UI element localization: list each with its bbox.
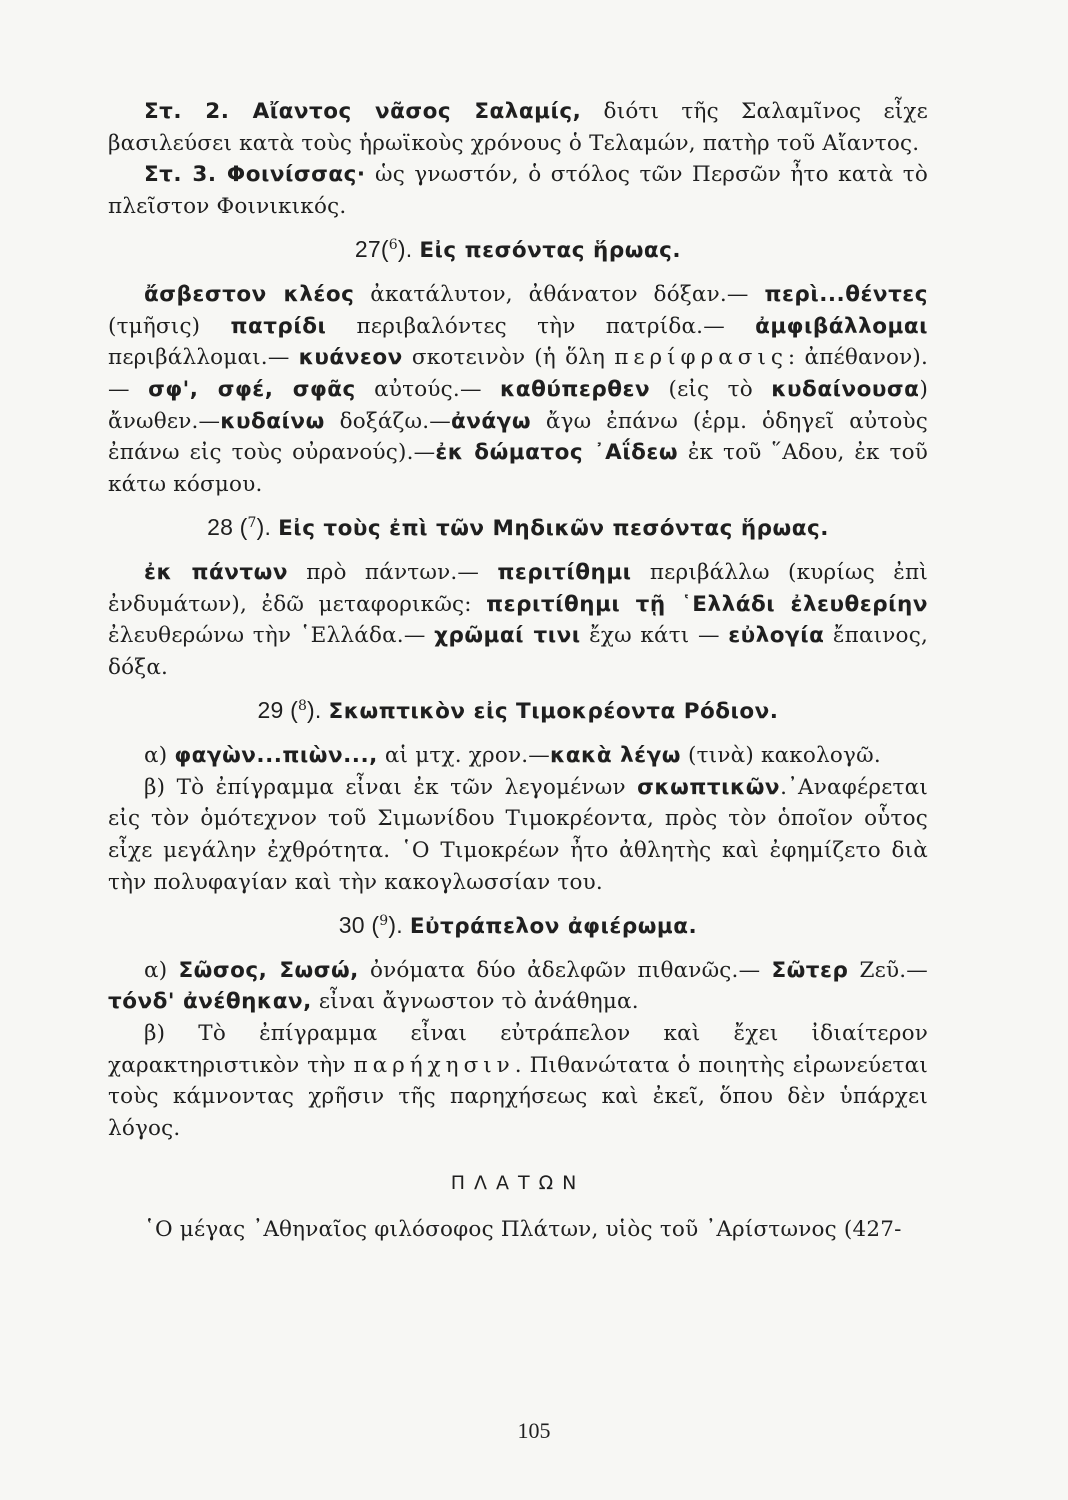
heading-title: Εὐτράπελον ἀφιέρωμα. <box>409 914 698 940</box>
page-text <box>108 96 928 1246</box>
gloss: ὡς γνωστόν, ὁ στόλος τῶν Περσῶν ἦτο κατὰ τὸ πλεῖστον Φοινικικός. <box>108 162 928 219</box>
notes-29-b: β) Τὸ ἐπίγραμμα εἶναι ἐκ τῶν λεγομένων σκωπτικῶν.᾿Αναφέρεται εἰς τὸν ὁμότεχνον τοῦ Σιμωνίδου Τιμοκρέοντα, πρὸς τὸν ὁποῖον οὗτος εἶχε μεγάλην ἐχθρότητα. ῾Ο Τιμοκρέων ἦτο ἀθλητὴς καὶ ἐφημίζετο διὰ τὴν πολυφαγίαν καὶ τὴν κακογλωσσίαν του. <box>108 774 928 895</box>
plato-intro: ῾Ο μέγας ᾿Αθηναῖος φιλόσοφος Πλάτων, υἱὸς τοῦ ᾿Αρίστωνος (427- <box>144 1217 902 1243</box>
heading-title: Σκωπτικὸν εἰς Τιμοκρέοντα Ρόδιον. <box>328 699 779 725</box>
notes-30-a: α) Σῶσος, Σωσώ, ὀνόματα δύο ἀδελφῶν πιθανῶς.— Σῶτερ Ζεῦ.— τόνδ' ἀνέθηκαν, εἶναι ἄγνωστον τὸ ἀνάθημα. <box>108 957 929 1015</box>
gloss: διότι τῆς Σαλαμῖνος εἶχε βασιλεύσει κατὰ τοὺς ἡρωϊκοὺς χρόνους ὁ Τελαμών, πατὴρ τοῦ Αἴαντος. <box>108 99 929 156</box>
heading-title: Εἰς πεσόντας ἥρωας. <box>419 238 682 264</box>
heading-29: 29 ($^8$). Σκωπτικὸν εἰς Τιμοκρέοντα Ρόδιον. <box>257 697 779 725</box>
notes-30-b: β) Τὸ ἐπίγραμμα εἶναι εὐτράπελον καὶ ἔχει ἰδιαίτερον χαρακτηριστικὸν τὴν παρήχησιν. Πιθανώτατα ὁ ποιητὴς εἰρωνεύεται τοὺς κάμνοντας χρῆσιν τῆς παρηχήσεως καὶ ἐκεῖ, ὅπου δὲν ὑπάρχει λόγος. <box>108 1021 928 1141</box>
heading-28: 28 ($^7$). Εἰς τοὺς ἐπὶ τῶν Μηδικῶν πεσόντας ἥρωας. <box>207 514 829 542</box>
heading-title: Εἰς τοὺς ἐπὶ τῶν Μηδικῶν πεσόντας ἥρωας. <box>278 516 829 542</box>
section-heading-plato: ΠΛΑΤΩΝ <box>450 1172 586 1195</box>
notes-29-a: α) φαγὼν...πιὼν..., αἱ μτχ. χρον.—κακὰ λέγω (τινὰ) κακολογῶ. <box>144 743 881 769</box>
note-verse-3 <box>108 159 928 222</box>
notes-28: ἐκ πάντων πρὸ πάντων.— περιτίθημι περιβάλλω (κυρίως ἐπὶ ἐνδυμάτων), ἐδῶ μεταφορικῶς: περιτίθημι τῇ ῾Ελλάδι ἐλευθερίην ἐλευθερώνω τὴν ῾Ελλάδα.— χρῶμαί τινι ἔχω κάτι — εὐλογία ἔπαινος, δόξα. <box>108 560 928 680</box>
notes-27: ἄσβεστον κλέος ἀκατάλυτον, ἀθάνατον δόξαν.— περὶ...θέντες (τμῆσις) πατρίδι περιβαλόντες τὴν πατρίδα.— ἀμφιβάλλομαι περιβάλλομαι.— κυάνεον σκοτεινὸν (ἡ ὅλη περίφρασις: ἀπέθανον).— σφ', σφέ, σφᾶς αὐτούς.— καθύπερθεν (εἰς τὸ κυδαίνουσα) ἄνωθεν.—κυδαίνω δοξάζω.—ἀνάγω ἄγω ἐπάνω (ἑρμ. ὁδηγεῖ αὐτοὺς ἐπάνω εἰς τοὺς οὐρανούς).—ἐκ δώματος ᾿Αΐδεω ἐκ τοῦ ῞Αδου, ἐκ τοῦ κάτω κόσμου. <box>108 282 929 497</box>
note-verse-2 <box>108 96 928 159</box>
heading-27: 27($^6$). Εἰς πεσόντας ἥρωας. <box>354 236 682 264</box>
page-number: 105 <box>517 1418 551 1443</box>
lemma: Στ. 2. Αἴαντος νᾶσος Σαλαμίς, <box>144 99 582 124</box>
lemma: Στ. 3. Φοινίσσας· <box>144 162 366 188</box>
heading-30: 30 ($^9$). Εὐτράπελον ἀφιέρωμα. <box>338 912 698 940</box>
